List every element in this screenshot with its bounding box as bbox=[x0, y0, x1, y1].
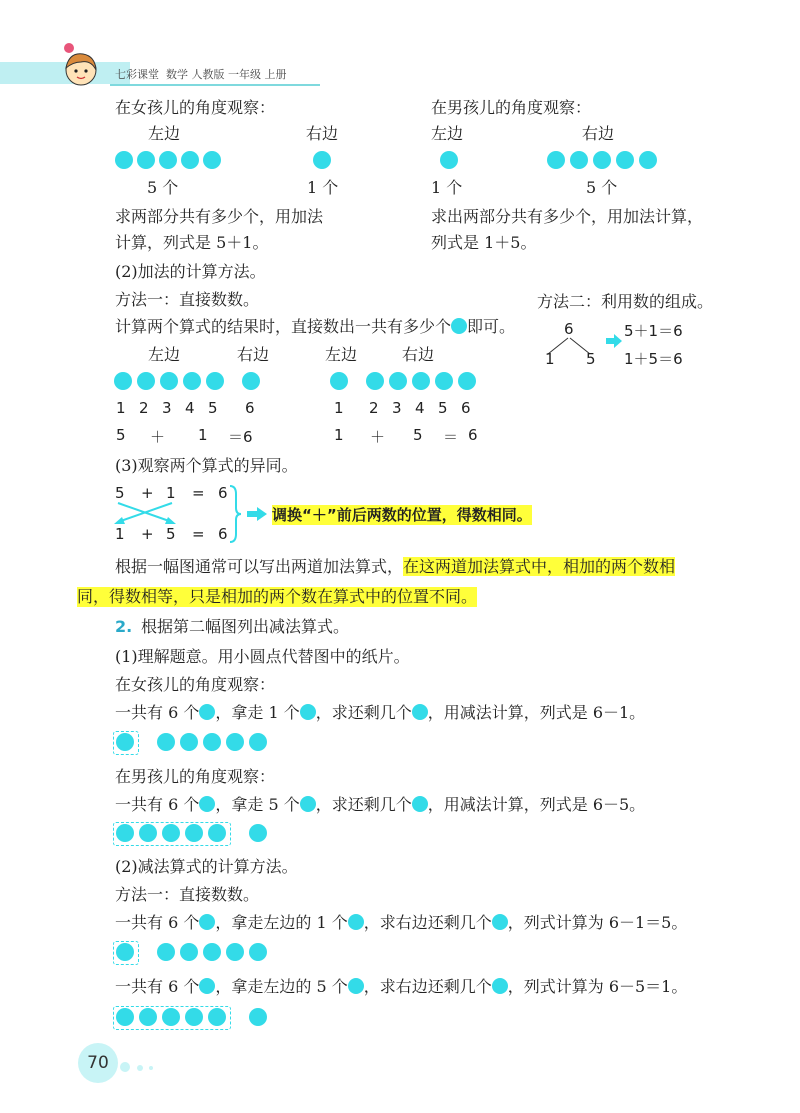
dot bbox=[116, 733, 134, 751]
sub-line-a bbox=[115, 913, 687, 933]
dot bbox=[639, 151, 657, 169]
cmp-r2-res: 6 bbox=[218, 525, 228, 543]
text: ，列式计算为 6－5＝1。 bbox=[507, 977, 688, 996]
text: 一共有 6 个 bbox=[115, 703, 200, 722]
g2-count-3: 3 bbox=[392, 399, 402, 417]
dot bbox=[180, 733, 198, 751]
dot bbox=[458, 372, 476, 390]
g1-count-3: 3 bbox=[162, 399, 172, 417]
dot bbox=[183, 372, 201, 390]
dot bbox=[162, 824, 180, 842]
girl-left-count: 5 个 bbox=[147, 178, 179, 197]
text: 一共有 6 个 bbox=[115, 913, 200, 932]
compare-note: 调换“＋”前后两数的位置，得数相同。 bbox=[272, 506, 532, 524]
girl-right-count: 1 个 bbox=[307, 178, 339, 197]
dot bbox=[249, 1008, 267, 1026]
g1-expr-a: 5 bbox=[116, 426, 126, 444]
g2-expr-a: 1 bbox=[334, 426, 344, 444]
g1-count-1: 1 bbox=[116, 399, 126, 417]
g2-expr-result: 6 bbox=[468, 426, 478, 444]
decor-dot bbox=[149, 1066, 153, 1070]
cmp-r2-a: 1 bbox=[115, 525, 125, 543]
dot bbox=[203, 151, 221, 169]
dot-icon bbox=[412, 704, 428, 720]
g2-count-2: 2 bbox=[369, 399, 379, 417]
dot-icon bbox=[492, 914, 508, 930]
dot bbox=[185, 824, 203, 842]
dot bbox=[137, 151, 155, 169]
section-number: 2. bbox=[115, 617, 133, 636]
dot bbox=[203, 943, 221, 961]
g1-count-5: 5 bbox=[208, 399, 218, 417]
s2-boy-line bbox=[115, 795, 645, 815]
dot-icon bbox=[300, 704, 316, 720]
header-rule bbox=[110, 84, 320, 86]
text: ，列式计算为 6－1＝5。 bbox=[507, 913, 688, 932]
g2-expr-op: ＋ bbox=[370, 428, 386, 446]
text: ，求还剩几个 bbox=[315, 795, 412, 814]
s2-boy-title: 在男孩儿的角度观察： bbox=[115, 767, 276, 786]
girl-desc-2: 计算，列式是 5＋1。 bbox=[115, 233, 269, 252]
cmp-r1-a: 5 bbox=[115, 484, 125, 502]
arrow-right-icon bbox=[605, 333, 623, 349]
boy-view-title: 在男孩儿的角度观察： bbox=[431, 98, 592, 117]
dot-icon bbox=[348, 978, 364, 994]
add-method1-desc bbox=[115, 317, 515, 337]
dot bbox=[616, 151, 634, 169]
g2-count-1: 1 bbox=[334, 399, 344, 417]
decor-dot bbox=[120, 1062, 130, 1072]
comp-eq1: 5＋1＝6 bbox=[624, 322, 683, 340]
text: ，求右边还剩几个 bbox=[363, 913, 492, 932]
dot bbox=[547, 151, 565, 169]
boy-left-count: 1 个 bbox=[431, 178, 463, 197]
dot-icon bbox=[492, 978, 508, 994]
dot-icon bbox=[300, 796, 316, 812]
decor-dot bbox=[137, 1065, 143, 1071]
swap-cross-arrows bbox=[112, 500, 192, 526]
text: ，拿走 5 个 bbox=[215, 795, 300, 814]
dot bbox=[159, 151, 177, 169]
text: 一共有 6 个 bbox=[115, 977, 200, 996]
cmp-r1-op: + bbox=[141, 484, 154, 502]
compare-heading: (3)观察两个算式的异同。 bbox=[115, 456, 298, 475]
dot bbox=[157, 943, 175, 961]
girl-left-label: 左边 bbox=[148, 124, 181, 143]
summary-highlight: 在这两道加法算式中，相加的两个数相 bbox=[403, 557, 676, 576]
text: ，求还剩几个 bbox=[315, 703, 412, 722]
dot bbox=[139, 1008, 157, 1026]
dot bbox=[137, 372, 155, 390]
dot bbox=[208, 824, 226, 842]
dot bbox=[139, 824, 157, 842]
section2-title: 根据第二幅图列出减法算式。 bbox=[141, 617, 350, 636]
dot bbox=[180, 943, 198, 961]
add-method-heading: (2)加法的计算方法。 bbox=[115, 262, 266, 281]
summary-text: 根据一幅图通常可以写出两道加法算式， bbox=[115, 557, 404, 576]
cmp-r1-res: 6 bbox=[218, 484, 228, 502]
dot bbox=[181, 151, 199, 169]
g2-count-6: 6 bbox=[461, 399, 471, 417]
girl-desc-1: 求两部分共有多少个，用加法 bbox=[115, 207, 324, 226]
dot bbox=[249, 943, 267, 961]
summary-line-2: 同，得数相等，只是相加的两个数在算式中的位置不同。 bbox=[77, 587, 478, 606]
dot bbox=[593, 151, 611, 169]
dot-icon bbox=[451, 318, 467, 334]
page-number: 70 bbox=[78, 1043, 118, 1083]
dot-icon bbox=[199, 978, 215, 994]
dot bbox=[249, 824, 267, 842]
g1-count-2: 2 bbox=[139, 399, 149, 417]
s2-girl-title: 在女孩儿的角度观察： bbox=[115, 675, 276, 694]
dot bbox=[435, 372, 453, 390]
desc-text: 计算两个算式的结果时，直接数出一共有多少个 bbox=[115, 317, 452, 336]
comp-top: 6 bbox=[564, 320, 574, 338]
understand-line: (1)理解题意。用小圆点代替图中的纸片。 bbox=[115, 647, 410, 666]
g1-count-4: 4 bbox=[185, 399, 195, 417]
dot bbox=[185, 1008, 203, 1026]
text: ，拿走 1 个 bbox=[215, 703, 300, 722]
dot bbox=[203, 733, 221, 751]
girl-right-dot bbox=[313, 151, 331, 169]
dot bbox=[114, 372, 132, 390]
text: ，用减法计算，列式是 6－1。 bbox=[427, 703, 646, 722]
desc-text: 即可。 bbox=[467, 317, 516, 336]
g2-count-4: 4 bbox=[415, 399, 425, 417]
text: ，拿走左边的 5 个 bbox=[215, 977, 348, 996]
dot bbox=[116, 824, 134, 842]
cmp-r2-op: + bbox=[141, 525, 154, 543]
comp-left: 1 bbox=[545, 350, 555, 368]
g1-left-label: 左边 bbox=[148, 345, 181, 364]
add-method2-title: 方法二：利用数的组成。 bbox=[537, 292, 714, 311]
s2-girl-line bbox=[115, 703, 645, 723]
cmp-r2-b: 5 bbox=[166, 525, 176, 543]
g2-expr-eq: ＝ bbox=[443, 428, 459, 446]
cmp-r1-b: 1 bbox=[166, 484, 176, 502]
sub-line-b bbox=[115, 977, 687, 997]
comp-eq2: 1＋5＝6 bbox=[624, 350, 683, 368]
dot bbox=[226, 943, 244, 961]
arrow-right-icon bbox=[246, 506, 268, 522]
text: 一共有 6 个 bbox=[115, 795, 200, 814]
g2-right-label: 右边 bbox=[402, 345, 435, 364]
dot bbox=[366, 372, 384, 390]
dot-icon bbox=[412, 796, 428, 812]
dot bbox=[157, 733, 175, 751]
dot bbox=[206, 372, 224, 390]
g1-expr-b: 1 bbox=[198, 426, 208, 444]
dot bbox=[412, 372, 430, 390]
boy-left-label: 左边 bbox=[431, 124, 464, 143]
g1-count-6: 6 bbox=[245, 399, 255, 417]
comp-right: 5 bbox=[586, 350, 596, 368]
girl-mascot-icon bbox=[55, 40, 105, 90]
dot bbox=[115, 151, 133, 169]
g1-expr-eq: ＝6 bbox=[228, 428, 253, 446]
dot bbox=[116, 943, 134, 961]
g2-expr-b: 5 bbox=[413, 426, 423, 444]
brace-icon bbox=[228, 484, 242, 544]
header-title: 七彩课堂 数学 人教版 一年级 上册 bbox=[115, 68, 287, 81]
dot bbox=[208, 1008, 226, 1026]
summary-line-1 bbox=[115, 557, 675, 577]
sub-method1-title: 方法一：直接数数。 bbox=[115, 885, 260, 904]
g2-count-5: 5 bbox=[438, 399, 448, 417]
dot-icon bbox=[348, 914, 364, 930]
text: ，拿走左边的 1 个 bbox=[215, 913, 348, 932]
dot-icon bbox=[199, 704, 215, 720]
girl-view-title: 在女孩儿的角度观察： bbox=[115, 98, 276, 117]
dot bbox=[226, 733, 244, 751]
dot bbox=[330, 372, 348, 390]
girl-right-label: 右边 bbox=[306, 124, 339, 143]
g1-expr-op: ＋ bbox=[150, 428, 166, 446]
dot bbox=[242, 372, 260, 390]
add-method1-title: 方法一：直接数数。 bbox=[115, 290, 260, 309]
cmp-r1-eq: = bbox=[192, 484, 205, 502]
dot bbox=[160, 372, 178, 390]
boy-right-label: 右边 bbox=[582, 124, 615, 143]
boy-desc-1: 求出两部分共有多少个，用加法计算， bbox=[431, 207, 704, 226]
dot bbox=[116, 1008, 134, 1026]
boy-desc-2: 列式是 1＋5。 bbox=[431, 233, 537, 252]
boy-right-count: 5 个 bbox=[586, 178, 618, 197]
sub-method-heading: (2)减法算式的计算方法。 bbox=[115, 857, 298, 876]
dot bbox=[249, 733, 267, 751]
text: ，用减法计算，列式是 6－5。 bbox=[427, 795, 646, 814]
g2-left-label: 左边 bbox=[325, 345, 358, 364]
dot bbox=[389, 372, 407, 390]
dot bbox=[570, 151, 588, 169]
text: ，求右边还剩几个 bbox=[363, 977, 492, 996]
g1-right-label: 右边 bbox=[237, 345, 270, 364]
cmp-r2-eq: = bbox=[192, 525, 205, 543]
boy-left-dot bbox=[440, 151, 458, 169]
dot bbox=[162, 1008, 180, 1026]
dot-icon bbox=[199, 796, 215, 812]
dot-icon bbox=[199, 914, 215, 930]
